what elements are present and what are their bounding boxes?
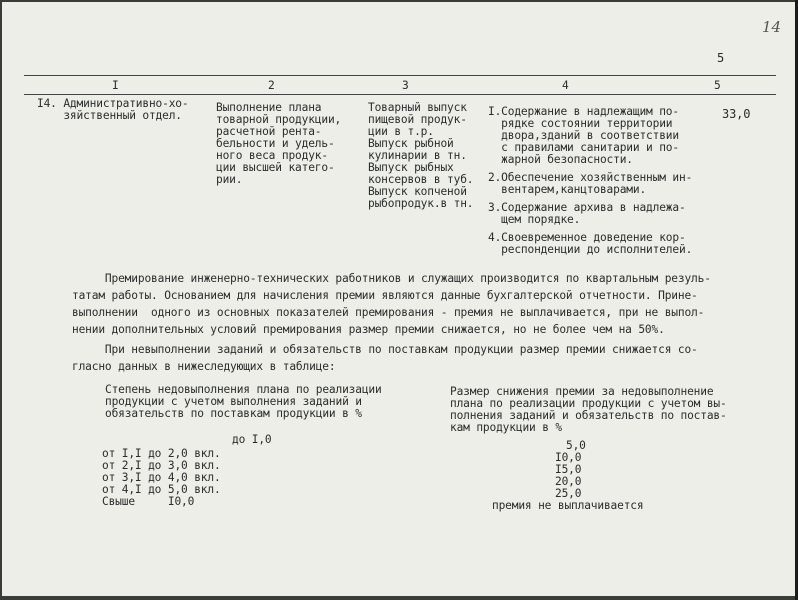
text-line: жарной безопасности. (488, 153, 633, 166)
text-line: консервов в туб. (368, 173, 474, 186)
text-line: гласно данных в нижеследующих в таблице: (72, 360, 336, 373)
text-line: Товарный выпуск (368, 101, 467, 114)
reduction-table-left-header (105, 384, 382, 420)
text-line: ции в т.р. (368, 125, 434, 138)
row-indicators (216, 102, 341, 186)
text-line: выполнении одного из основных показателей премирования - премия не выплачивается, при не выпол- (72, 306, 705, 319)
column-number: 4 (562, 79, 569, 92)
text-line: Степень недовыполнения плана по реализации (105, 383, 382, 396)
text-line: полнения заданий и обязательств по постав- (450, 409, 727, 422)
reduction-value: 25,0 (555, 487, 582, 500)
range-row: Свыше I0,0 (102, 495, 195, 508)
text-line: Выполнение плана (216, 101, 322, 114)
text-line: кулинарии в тн. (368, 149, 467, 162)
row-conditions (488, 106, 692, 256)
text-line: респонденции до исполнителей. (488, 243, 693, 256)
header-rule-bottom (24, 94, 776, 95)
paragraph-deliveries (72, 341, 698, 375)
text-line: с правилами санитарии и по- (488, 141, 679, 154)
column-number: I (112, 79, 119, 92)
text-line: При невыполнении заданий и обязательств по поставкам продукции размер премии снижается со- (72, 343, 698, 356)
text-line: обязательств по поставкам продукции в % (105, 407, 362, 420)
text-line: ции высшей катего- (216, 161, 335, 174)
text-line: нении дополнительных условий премирования размер премии снижается, но не более чем на 50%. (72, 323, 665, 336)
text-line: ного веса продук- (216, 149, 328, 162)
text-line: I4. Административно-хо- (37, 97, 189, 110)
reduction-value: 20,0 (555, 475, 582, 488)
range-row: от 3,I до 4,0 вкл. (102, 471, 221, 484)
text-line: бельности и удель- (216, 137, 335, 150)
text-line: Выпуск рыбных (368, 161, 454, 174)
text-line: татам работы. Основанием для начисления премии являются данные бухгалтерской отчетности. Прине- (72, 289, 698, 302)
column-number: 3 (402, 79, 409, 92)
text-line: 2.Обеспечение хозяйственным ин- (488, 171, 693, 184)
column-number: 2 (268, 79, 275, 92)
row-output (368, 102, 473, 210)
text-line: рии. (216, 173, 243, 186)
column-number: 5 (714, 79, 721, 92)
text-line: товарной продукции, (216, 113, 342, 126)
no-bonus-note: премия не выплачивается (492, 499, 644, 512)
document-page (2, 2, 795, 596)
reduction-table-right-header (450, 386, 727, 434)
text-line: плана по реализации продукции с учетом вы- (450, 397, 727, 410)
page-number: 5 (717, 51, 725, 65)
text-line: 3.Содержание архива в надлежа- (488, 201, 686, 214)
range-row: до I,0 (232, 433, 272, 446)
reduction-value: I0,0 (555, 451, 582, 464)
text-line: зяйственный отдел. (37, 109, 182, 122)
paragraph-bonus-rules (72, 270, 711, 338)
text-line: продукции с учетом выполнения заданий и (105, 395, 362, 408)
text-line: Выпуск копченой (368, 185, 467, 198)
text-line: расчетной рента- (216, 125, 322, 138)
header-rule-top (24, 75, 776, 76)
text-line: Размер снижения премии за недовыполнение (450, 385, 714, 398)
text-line: I.Содержание в надлежащим по- (488, 105, 679, 118)
text-line: рядке состоянии территории (488, 117, 673, 130)
range-row: от I,I до 2,0 вкл. (102, 447, 221, 460)
range-row: от 2,I до 3,0 вкл. (102, 459, 221, 472)
reduction-value: I5,0 (555, 463, 582, 476)
text-line: вентарем,канцтоварами. (488, 183, 647, 196)
row-percent: 33,0 (722, 107, 751, 121)
text-line: пищевой продук- (368, 113, 467, 126)
text-line: Выпуск рыбной (368, 137, 454, 150)
range-row: от 4,I до 5,0 вкл. (102, 483, 221, 496)
sheet-mark: 14 (762, 18, 782, 36)
text-line: щем порядке. (488, 213, 581, 226)
row-department (37, 98, 188, 122)
text-line: Премирование инженерно-технических работников и служащих производится по квартальным резуль- (72, 272, 711, 285)
text-line: двора,зданий в соответствии (488, 129, 679, 142)
text-line: кам продукции в % (450, 421, 562, 434)
reduction-value: 5,0 (566, 439, 586, 452)
text-line: рыбопродук.в тн. (368, 197, 474, 210)
text-line: 4.Своевременное доведение кор- (488, 231, 686, 244)
